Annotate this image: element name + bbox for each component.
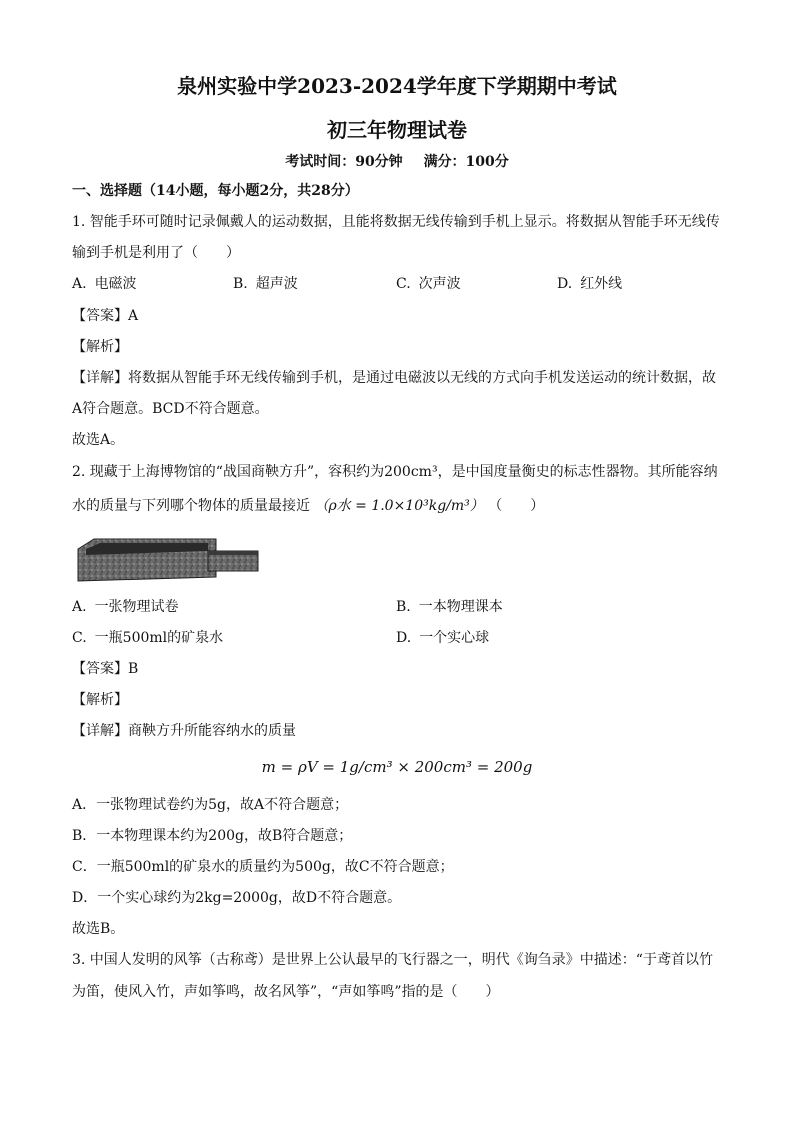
q2-answer: 【答案】B [72, 661, 139, 677]
q2-formula: m = ρV = 1g/cm³ × 200cm³ = 200g [261, 758, 533, 776]
q1-line1: 1. 智能手环可随时记录佩戴人的运动数据，且能将数据无线传输到手机上显示。将数据从智能手环无线传 [72, 214, 720, 230]
q2-line2 [72, 496, 722, 516]
q2-analysis: 【解析】 [72, 692, 128, 708]
exam-score: 满分：100分 [423, 154, 509, 170]
q2-explanation-d: D．一个实心球约为2kg=2000g，故D不符合题意。 [72, 890, 402, 906]
q1-detail-line2: A符合题意。BCD不符合题意。 [72, 401, 269, 417]
q2-explanation-b: B．一本物理课本约为200g，故B符合题意； [72, 828, 353, 844]
q1-option-d: D. 红外线 [557, 276, 623, 292]
q1-option-a: A. 电磁波 [72, 276, 137, 292]
q2-line2-text: 水的质量与下列哪个物体的质量最接近 [72, 498, 310, 514]
q2-option-d: D. 一个实心球 [396, 630, 490, 646]
q3-line1: 3. 中国人发明的风筝（古称鸢）是世界上公认最早的飞行器之一，明代《询刍录》中描述：“于鸢首以竹 [72, 952, 713, 968]
q2-option-c: C. 一瓶500ml的矿泉水 [72, 630, 224, 646]
q1-option-c: C. 次声波 [396, 276, 461, 292]
q1-analysis: 【解析】 [72, 339, 128, 355]
q2-explanation-a: A．一张物理试卷约为5g，故A不符合题意； [72, 797, 349, 813]
q2-conclusion: 故选B。 [72, 921, 125, 937]
q2-density: （ρ水 = 1.0×10³kg/m³） [314, 498, 484, 514]
q2-detail: 【详解】商鞅方升所能容纳水的质量 [72, 723, 296, 739]
q1-option-b: B. 超声波 [233, 276, 298, 292]
q2-explanation-c: C．一瓶500ml的矿泉水的质量约为500g，故C不符合题意； [72, 859, 454, 875]
exam-meta [0, 151, 794, 171]
exam-title: 泉州实验中学2023-2024学年度下学期期中考试 [177, 74, 617, 98]
q2-line1: 2. 现藏于上海博物馆的“战国商鞅方升”，容积约为200cm³，是中国度量衡史的标志性器物。其所能容纳 [72, 464, 718, 480]
q1-answer: 【答案】A [72, 308, 139, 324]
section-heading: 一、选择题（14小题，每小题2分，共28分） [72, 183, 359, 199]
q1-line2: 输到手机是利用了（ ） [72, 245, 240, 261]
shang-yang-measure-image [76, 537, 261, 583]
q1-detail-line1: 【详解】将数据从智能手环无线传输到手机，是通过电磁波以无线的方式向手机发送运动的统计数据，故 [72, 370, 716, 386]
exam-time: 考试时间：90分钟 [285, 154, 403, 170]
q2-option-a: A. 一张物理试卷 [72, 599, 179, 615]
q1-conclusion: 故选A。 [72, 432, 125, 448]
q2-blank: （ ） [488, 498, 545, 514]
q3-line2: 为笛，使风入竹，声如筝鸣，故名风筝”，“声如筝鸣”指的是（ ） [72, 984, 500, 1000]
q2-option-b: B. 一本物理课本 [396, 599, 503, 615]
exam-subtitle: 初三年物理试卷 [327, 118, 467, 142]
